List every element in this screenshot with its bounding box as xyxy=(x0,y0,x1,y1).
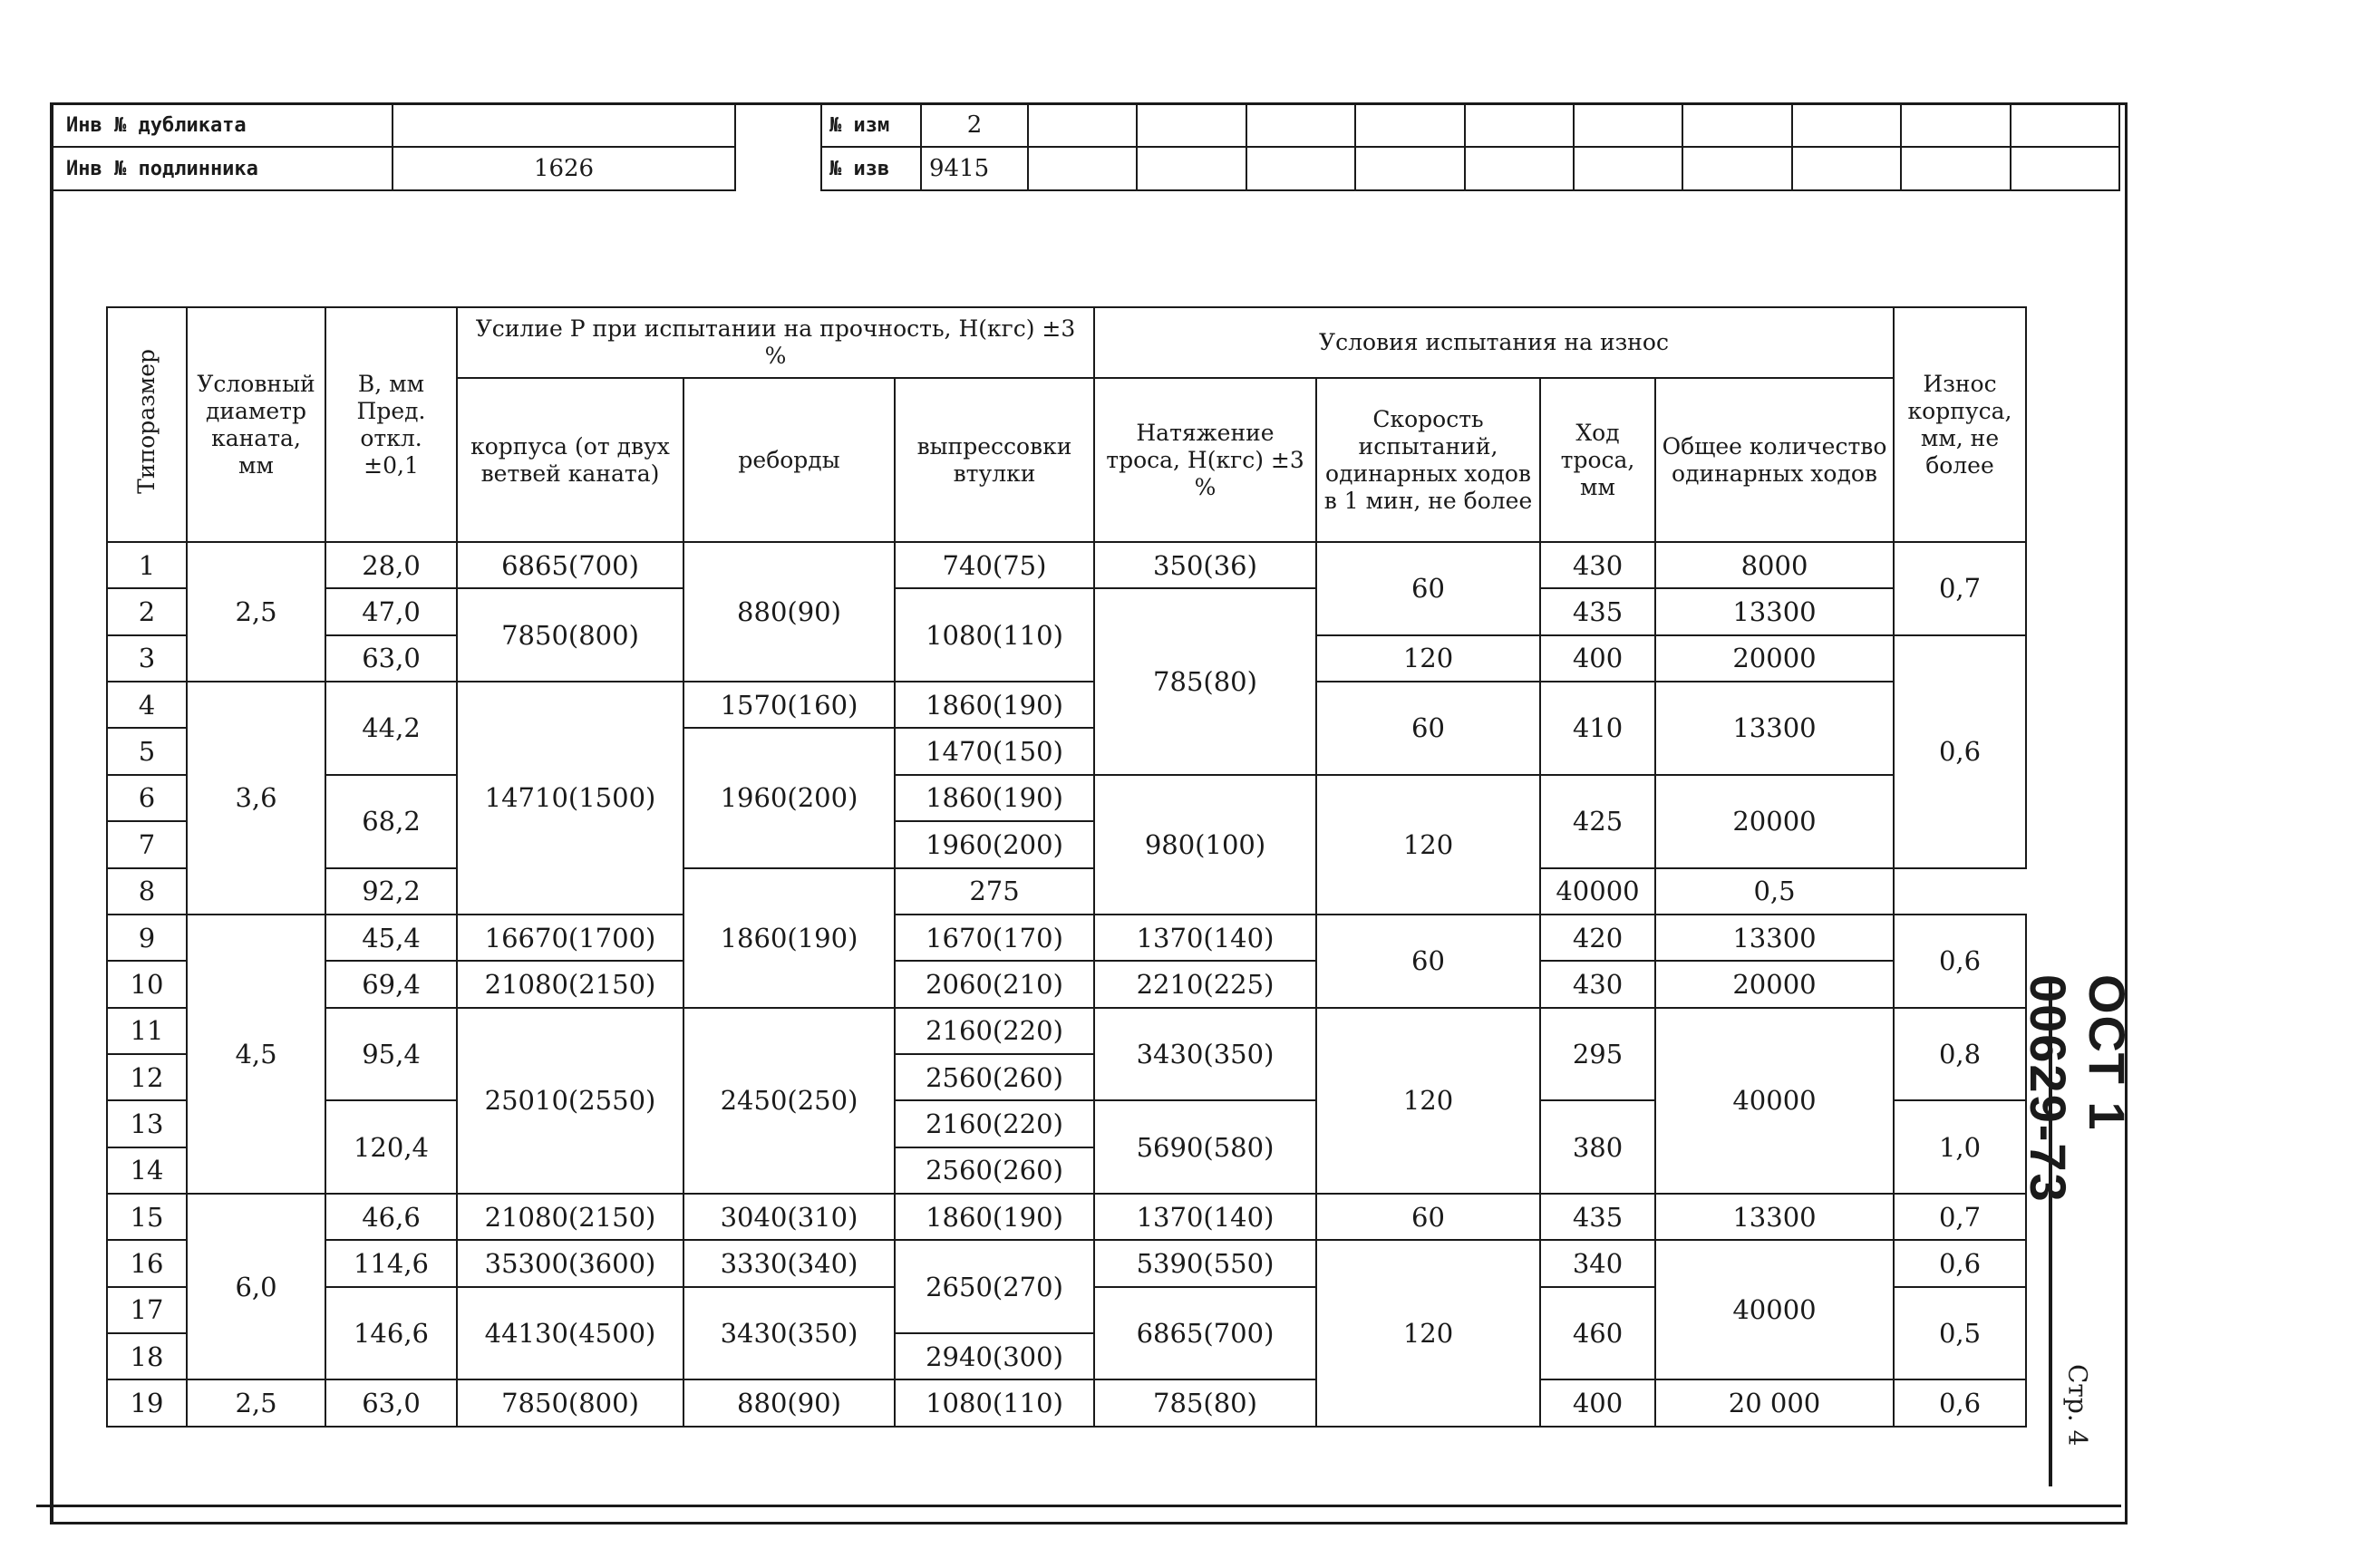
table-cell: 980(100) xyxy=(1094,775,1316,915)
table-cell: 21080(2150) xyxy=(457,1194,683,1240)
table-cell: 13300 xyxy=(1655,915,1894,961)
table-cell: 5690(580) xyxy=(1094,1100,1316,1194)
table-cell: 2060(210) xyxy=(895,961,1094,1007)
table-cell: 3430(350) xyxy=(683,1287,895,1380)
table-cell: 44,2 xyxy=(325,682,457,775)
col-type-header: Типоразмер xyxy=(107,307,187,542)
table-row xyxy=(107,1008,2026,1054)
table-cell: 880(90) xyxy=(683,542,895,682)
table-cell: 295 xyxy=(1540,1008,1655,1101)
table-cell: 15 xyxy=(107,1194,187,1240)
table-cell: 0,6 xyxy=(1894,1379,2026,1427)
table-row xyxy=(107,682,2026,728)
table-cell: 146,6 xyxy=(325,1287,457,1380)
col-force-bush-header: выпрессовки втулки xyxy=(895,378,1094,542)
table-cell: 4 xyxy=(107,682,187,728)
table-row xyxy=(107,1194,2026,1240)
table-cell: 60 xyxy=(1316,542,1540,635)
table-cell: 0,6 xyxy=(1894,635,2026,868)
table-cell: 400 xyxy=(1540,1379,1655,1427)
izv-label: № изв xyxy=(821,147,921,190)
table-row xyxy=(107,775,2026,821)
table-cell: 46,6 xyxy=(325,1194,457,1240)
bottom-border-line xyxy=(36,1505,2121,1507)
table-row xyxy=(107,868,2026,915)
table-cell: 420 xyxy=(1540,915,1655,961)
table-cell: 430 xyxy=(1540,542,1655,588)
col-force-flange-header: реборды xyxy=(683,378,895,542)
table-cell: 6,0 xyxy=(187,1194,325,1379)
izm-value: 2 xyxy=(921,103,1028,147)
table-cell: 3 xyxy=(107,635,187,682)
table-cell: 92,2 xyxy=(325,868,457,915)
table-cell: 11 xyxy=(107,1008,187,1054)
col-speed-header: Скорость испытаний, одинарных ходов в 1 мин, не более xyxy=(1316,378,1540,542)
izm-label: № изм xyxy=(821,103,921,147)
col-stroke-header: Ход троса, мм xyxy=(1540,378,1655,542)
table-cell: 7850(800) xyxy=(457,588,683,682)
table-cell: 1370(140) xyxy=(1094,915,1316,961)
table-cell: 95,4 xyxy=(325,1008,457,1101)
document-code: ОСТ 1 00629-73 xyxy=(2020,974,2136,1204)
table-cell: 0,7 xyxy=(1894,1194,2026,1240)
table-cell: 9 xyxy=(107,915,187,961)
table-cell: 60 xyxy=(1316,1194,1540,1240)
table-cell: 2160(220) xyxy=(895,1008,1094,1054)
izv-value: 9415 xyxy=(921,147,1028,190)
table-cell: 1080(110) xyxy=(895,1379,1094,1427)
table-cell: 2450(250) xyxy=(683,1008,895,1194)
table-cell: 460 xyxy=(1540,1287,1655,1380)
table-cell: 1860(190) xyxy=(683,868,895,1008)
table-cell: 0,6 xyxy=(1894,915,2026,1008)
table-cell: 3430(350) xyxy=(1094,1008,1316,1101)
dup-value xyxy=(393,103,735,147)
table-cell: 1080(110) xyxy=(895,588,1094,682)
table-cell: 2210(225) xyxy=(1094,961,1316,1007)
table-cell: 740(75) xyxy=(895,542,1094,588)
table-cell: 275 xyxy=(895,868,1094,915)
inventory-stamp xyxy=(52,102,736,191)
table-cell: 8000 xyxy=(1655,542,1894,588)
col-tension-header: Натяжение троса, Н(кгс) ±3 % xyxy=(1094,378,1316,542)
table-cell: 47,0 xyxy=(325,588,457,634)
table-cell: 880(90) xyxy=(683,1379,895,1427)
col-total-header: Общее количество одинарных ходов xyxy=(1655,378,1894,542)
table-cell: 120,4 xyxy=(325,1100,457,1194)
dup-label: Инв № дубликата xyxy=(53,103,393,147)
table-cell: 380 xyxy=(1540,1100,1655,1194)
test-conditions-table xyxy=(106,306,2027,1428)
table-cell: 13300 xyxy=(1655,588,1894,634)
table-row xyxy=(107,915,2026,961)
table-cell: 45,4 xyxy=(325,915,457,961)
table-cell: 1570(160) xyxy=(683,682,895,728)
col-force-body-header: корпуса (от двух ветвей каната) xyxy=(457,378,683,542)
table-cell: 1960(200) xyxy=(683,728,895,867)
table-cell: 430 xyxy=(1540,961,1655,1007)
table-cell: 785(80) xyxy=(1094,1379,1316,1427)
table-cell: 1470(150) xyxy=(895,728,1094,774)
table-cell: 6 xyxy=(107,775,187,821)
table-cell: 120 xyxy=(1316,1008,1540,1194)
table-cell: 5390(550) xyxy=(1094,1240,1316,1286)
table-cell: 400 xyxy=(1540,635,1655,682)
table-cell: 435 xyxy=(1540,588,1655,634)
revision-stamp xyxy=(820,102,2120,191)
table-row xyxy=(107,1379,2026,1427)
table-cell: 16 xyxy=(107,1240,187,1286)
table-cell: 17 xyxy=(107,1287,187,1333)
table-cell: 14710(1500) xyxy=(457,682,683,915)
table-cell: 18 xyxy=(107,1333,187,1379)
table-cell: 0,5 xyxy=(1655,868,1894,915)
table-cell: 2560(260) xyxy=(895,1147,1094,1194)
table-cell: 120 xyxy=(1316,635,1540,682)
table-cell: 2940(300) xyxy=(895,1333,1094,1379)
table-cell: 6865(700) xyxy=(457,542,683,588)
table-cell: 40000 xyxy=(1655,1240,1894,1379)
table-cell: 0,6 xyxy=(1894,1240,2026,1286)
table-cell: 4,5 xyxy=(187,915,325,1194)
table-cell: 68,2 xyxy=(325,775,457,868)
table-cell: 10 xyxy=(107,961,187,1007)
table-cell: 350(36) xyxy=(1094,542,1316,588)
table-row xyxy=(107,961,2026,1007)
table-cell: 1670(170) xyxy=(895,915,1094,961)
table-cell: 0,8 xyxy=(1894,1008,2026,1101)
table-cell: 35300(3600) xyxy=(457,1240,683,1286)
table-cell: 19 xyxy=(107,1379,187,1427)
table-cell: 2560(260) xyxy=(895,1054,1094,1100)
table-cell: 1860(190) xyxy=(895,682,1094,728)
table-cell: 40000 xyxy=(1655,1008,1894,1194)
table-cell: 6865(700) xyxy=(1094,1287,1316,1380)
table-cell: 16670(1700) xyxy=(457,915,683,961)
orig-label: Инв № подлинника xyxy=(53,147,393,190)
table-cell: 7 xyxy=(107,821,187,867)
table-cell: 13300 xyxy=(1655,1194,1894,1240)
table-cell: 14 xyxy=(107,1147,187,1194)
table-cell: 0,7 xyxy=(1894,542,2026,635)
table-cell: 1860(190) xyxy=(895,775,1094,821)
table-cell: 1,0 xyxy=(1894,1100,2026,1194)
table-cell: 25010(2550) xyxy=(457,1008,683,1194)
table-cell: 425 xyxy=(1540,775,1655,868)
table-cell: 63,0 xyxy=(325,635,457,682)
table-cell: 60 xyxy=(1316,682,1540,775)
table-cell: 785(80) xyxy=(1094,588,1316,774)
table-cell: 8 xyxy=(107,868,187,915)
col-b-header: B, мм Пред. откл. ±0,1 xyxy=(325,307,457,542)
page-label: Стр. 4 xyxy=(2062,1363,2093,1447)
table-row xyxy=(107,542,2026,588)
table-cell: 2650(270) xyxy=(895,1240,1094,1333)
table-cell: 3330(340) xyxy=(683,1240,895,1286)
table-cell: 1 xyxy=(107,542,187,588)
table-cell: 120 xyxy=(1316,1240,1540,1427)
table-cell: 69,4 xyxy=(325,961,457,1007)
table-cell: 2160(220) xyxy=(895,1100,1094,1147)
table-cell: 0,5 xyxy=(1894,1287,2026,1380)
table-cell: 340 xyxy=(1540,1240,1655,1286)
table-cell: 12 xyxy=(107,1054,187,1100)
col-force-header: Усилие P при испытании на прочность, Н(кгс) ±3 % xyxy=(457,307,1094,378)
table-cell: 5 xyxy=(107,728,187,774)
table-cell: 120 xyxy=(1316,775,1540,915)
table-cell: 410 xyxy=(1540,682,1655,775)
table-cell: 435 xyxy=(1540,1194,1655,1240)
table-cell: 7850(800) xyxy=(457,1379,683,1427)
table-cell: 3,6 xyxy=(187,682,325,915)
table-cell: 2,5 xyxy=(187,1379,325,1427)
table-cell: 1960(200) xyxy=(895,821,1094,867)
table-cell: 60 xyxy=(1316,915,1540,1008)
table-row xyxy=(107,588,2026,634)
table-cell: 63,0 xyxy=(325,1379,457,1427)
table-cell: 1370(140) xyxy=(1094,1194,1316,1240)
table-cell: 20000 xyxy=(1655,961,1894,1007)
table-cell: 114,6 xyxy=(325,1240,457,1286)
table-cell: 20000 xyxy=(1655,775,1894,868)
col-wear-body-header: Износ корпуса, мм, не более xyxy=(1894,307,2026,542)
table-cell: 40000 xyxy=(1540,868,1655,915)
table-cell: 2,5 xyxy=(187,542,325,682)
col-diameter-header: Условный диаметр каната, мм xyxy=(187,307,325,542)
orig-value: 1626 xyxy=(393,147,735,190)
col-wear-conditions-header: Условия испытания на износ xyxy=(1094,307,1894,378)
table-cell: 1860(190) xyxy=(895,1194,1094,1240)
table-cell: 21080(2150) xyxy=(457,961,683,1007)
table-cell: 13300 xyxy=(1655,682,1894,775)
table-cell: 28,0 xyxy=(325,542,457,588)
table-cell: 20 000 xyxy=(1655,1379,1894,1427)
table-cell: 13 xyxy=(107,1100,187,1147)
table-cell: 2 xyxy=(107,588,187,634)
table-cell: 20000 xyxy=(1655,635,1894,682)
table-row xyxy=(107,1240,2026,1286)
table-cell: 44130(4500) xyxy=(457,1287,683,1380)
table-cell: 3040(310) xyxy=(683,1194,895,1240)
